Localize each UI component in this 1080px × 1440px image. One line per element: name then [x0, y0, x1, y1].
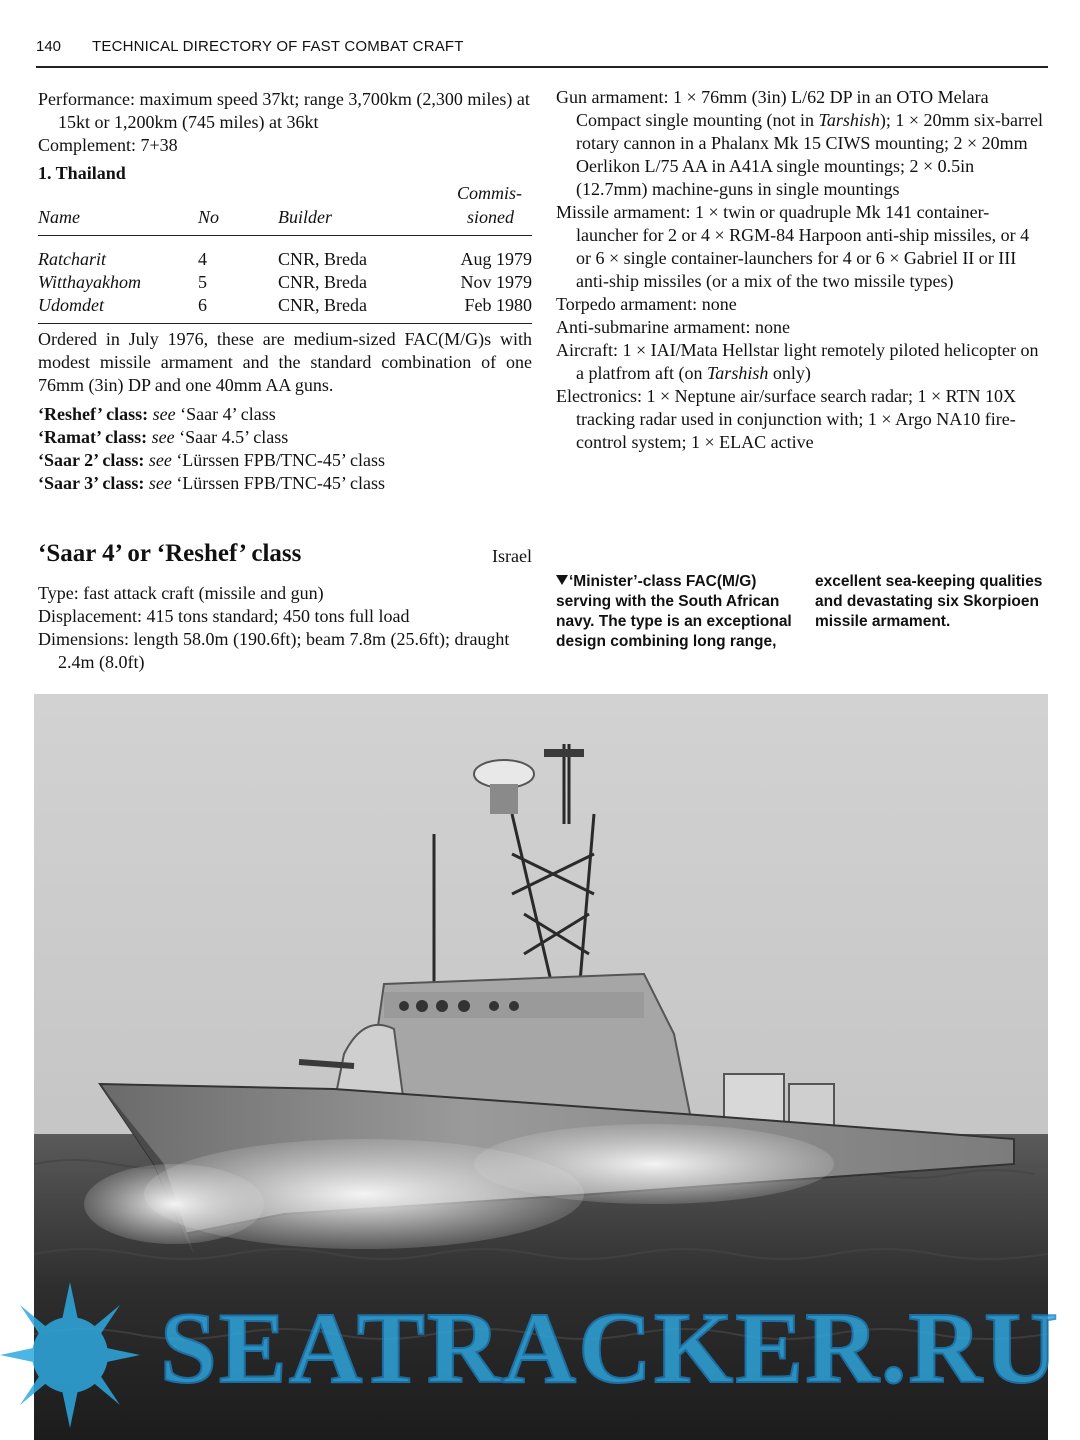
col-no-header: No	[198, 207, 220, 227]
electronics-text: Electronics: 1 × Neptune air/surface search radar; 1 × RTN 10X tracking radar used in conjunction with; 1 × Argo NA10 fire-control system; 1 × ELAC active	[556, 386, 1017, 452]
watermark	[0, 1280, 1080, 1430]
displacement-text: Displacement: 415 tons standard; 450 tons full load	[38, 606, 410, 626]
performance-text: Performance: maximum speed 37kt; range 3,700km (2,300 miles) at 15kt or 1,200km (745 miles) at 36kt	[38, 89, 530, 132]
triangle-pointer-icon	[556, 575, 568, 585]
cross-reference: ‘Reshef’ class: see ‘Saar 4’ class	[38, 404, 276, 424]
cross-reference: ‘Saar 3’ class: see ‘Lürssen FPB/TNC-45’ class	[38, 473, 385, 493]
cross-reference: ‘Ramat’ class: see ‘Saar 4.5’ class	[38, 427, 289, 447]
section-country: Israel	[492, 546, 532, 566]
table-row: Witthayakhom 5 CNR, Breda Nov 1979	[38, 272, 532, 292]
fleet-table	[38, 181, 532, 317]
history-paragraph: Ordered in July 1976, these are medium-sized FAC(M/G)s with modest missile armament and the standard combination of one 76mm (3in) DP and one 40mm AA guns.	[38, 329, 532, 395]
photo-caption-part2: excellent sea-keeping qualities and devastating six Skorpioen missile armament.	[815, 573, 1043, 630]
section-heading	[38, 540, 532, 574]
aircraft-text: Aircraft: 1 × IAI/Mata Hellstar light remotely piloted helicopter on a platfrom aft (on Tarshish only)	[556, 340, 1039, 383]
missile-armament-text: Missile armament: 1 × twin or quadruple Mk 141 container-launcher for 2 or 4 × RGM-84 Harpoon anti-ship missiles, or 4 or 6 × single container-launchers for 4 or 6 × Gabriel II or III anti-ship missiles (or a mix of the two missile types)	[556, 202, 1030, 291]
cross-reference: ‘Saar 2’ class: see ‘Lürssen FPB/TNC-45’ class	[38, 450, 385, 470]
right-column	[556, 86, 1048, 454]
gun-armament-text: Gun armament: 1 × 76mm (3in) L/62 DP in an OTO Melara Compact single mounting (not in Tarshish); 1 × 20mm six-barrel rotary cannon in a Phalanx Mk 15 CIWS mounting; 2 × 20mm Oerlikon L/75 AA in A41A single mountings; 2 × 0.5in (12.7mm) machine-guns in single mountings	[556, 87, 1043, 199]
photo-caption-part1: ‘Minister’-class FAC(M/G) serving with the South African navy. The type is an exceptional design combining long range,	[556, 573, 792, 650]
left-column	[38, 88, 532, 495]
running-title: TECHNICAL DIRECTORY OF FAST COMBAT CRAFT	[92, 38, 464, 55]
page-number: 140	[36, 38, 62, 55]
col-name-header: Name	[38, 207, 80, 227]
sunburst-icon	[0, 1280, 140, 1430]
spec-block	[38, 582, 532, 674]
type-text: Type: fast attack craft (missile and gun)	[38, 583, 324, 603]
watermark-text: SEATRACKER.RU	[160, 1292, 1060, 1405]
section-title: ‘Saar 4’ or ‘Reshef’ class	[38, 540, 302, 567]
col-builder-header: Builder	[278, 207, 332, 227]
complement-text: Complement: 7+38	[38, 135, 178, 155]
table-row: Udomdet 6 CNR, Breda Feb 1980	[38, 295, 532, 315]
table-row: Ratcharit 4 CNR, Breda Aug 1979	[38, 249, 532, 269]
torpedo-armament-text: Torpedo armament: none	[556, 294, 737, 314]
page-header	[36, 38, 1048, 72]
table-rule	[38, 323, 532, 324]
header-rule	[36, 66, 1048, 68]
country-heading: 1. Thailand	[38, 163, 126, 183]
dimensions-text: Dimensions: length 58.0m (190.6ft); beam 7.8m (25.6ft); draught 2.4m (8.0ft)	[38, 629, 510, 672]
col-commissioned-header: Commis- sioned	[456, 183, 522, 227]
asw-armament-text: Anti-submarine armament: none	[556, 317, 790, 337]
